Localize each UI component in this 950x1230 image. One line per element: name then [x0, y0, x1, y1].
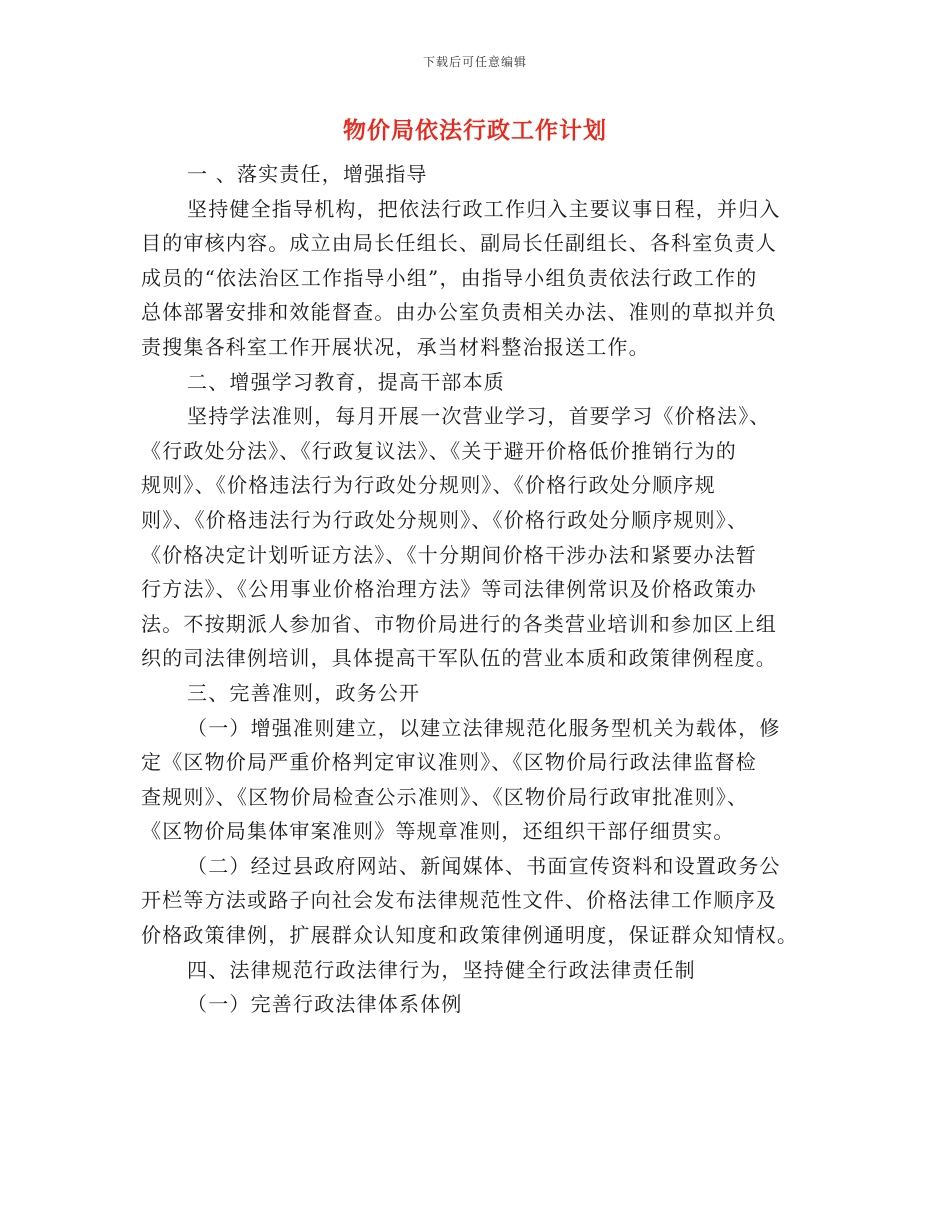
body-line: （二）经过县政府网站、新闻媒体、书面宣传资料和设置政务公	[187, 853, 781, 878]
document-body	[141, 157, 813, 1022]
body-line: 四、法律规范行政法律行为，坚持健全行政法律责任制	[187, 957, 696, 982]
body-line: 一 、落实责任，增强指导	[187, 162, 428, 186]
body-line: 行方法》、《公用事业价格治理方法》等司法律例常识及价格政策办	[141, 577, 757, 602]
body-line: 开栏等方法或路子向社会发布法律规范性文件、价格法律工作顺序及	[141, 888, 777, 913]
body-line: 《区物价局集体审案准则》等规章准则，还组织干部仔细贯实。	[141, 819, 735, 844]
body-line: 目的审核内容。成立由局长任组长、副局长任副组长、各科室负责人	[141, 231, 777, 256]
body-line: 坚持学法准则，每月开展一次营业学习，首要学习《价格法》、	[187, 404, 771, 429]
body-line: 则》、《价格违法行为行政处分规则》、《价格行政处分顺序规则》、	[141, 507, 749, 532]
body-line: 定《区物价局严重价格判定审议准则》、《区物价局行政法律监督检	[141, 750, 757, 775]
body-line: 查规则》、《区物价局检查公示准则》、《区物价局行政审批准则》、	[141, 784, 749, 809]
body-line: 总体部署安排和效能督查。由办公室负责相关办法、准则的草拟并负	[141, 300, 777, 325]
body-line: 三、完善准则，政务公开	[187, 680, 421, 705]
document-title: 物价局依法行政工作计划	[343, 117, 607, 144]
body-line: 规则》、《价格违法行为行政处分规则》、《价格行政处分顺序规	[141, 473, 716, 498]
body-line: 成员的“依法治区工作指导小组”，由指导小组负责依法行政工作的	[141, 265, 758, 290]
body-line: 责搜集各科室工作开展状况，承当材料整治报送工作。	[141, 334, 650, 359]
body-line: 《行政处分法》、《行政复议法》、《关于避开价格低价推销行为的	[141, 438, 737, 463]
header-note: 下载后可任意编辑	[422, 55, 527, 69]
body-line: （一）完善行政法律体系体例	[187, 992, 463, 1017]
body-line: 法。不按期派人参加省、市物价局进行的各类营业培训和参加区上组	[141, 611, 777, 636]
body-line: （一）增强准则建立，以建立法律规范化服务型机关为载体，修	[187, 715, 781, 740]
body-line: 《价格决定计划听证方法》、《十分期间价格干涉办法和紧要办法暂	[141, 542, 757, 567]
body-line: 价格政策律例，扩展群众认知度和政策律例通明度，保证群众知情权。	[141, 923, 799, 948]
body-line: 坚持健全指导机构，把依法行政工作归入主要议事日程，并归入	[187, 196, 781, 221]
body-line: 织的司法律例培训，具体提高干军队伍的营业本质和政策律例程度。	[141, 646, 777, 671]
body-line: 二、增强学习教育，提高干部本质	[187, 369, 505, 394]
